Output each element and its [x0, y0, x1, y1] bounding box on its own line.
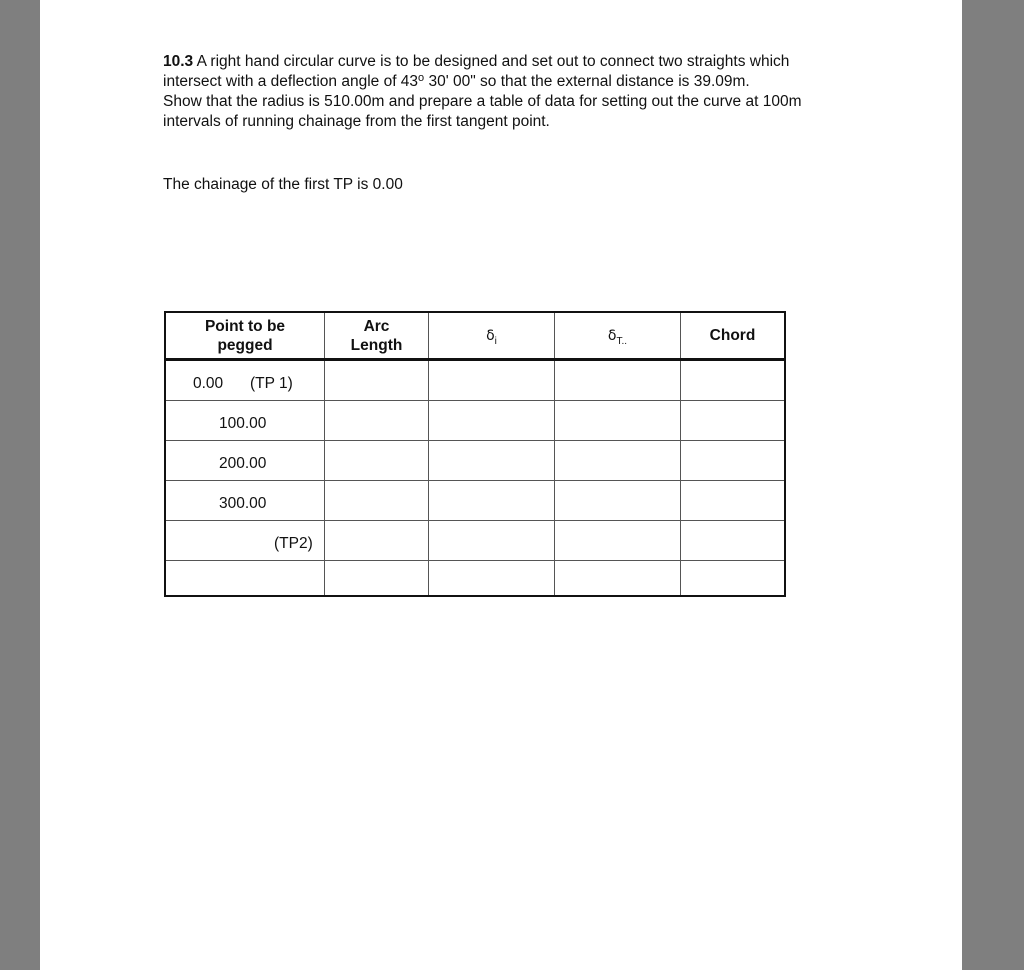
header-chord: Chord [681, 312, 786, 360]
table-header-row [165, 312, 785, 360]
question-number: 10.3 [163, 53, 194, 70]
point-cell [165, 521, 325, 561]
delta-t-cell [555, 561, 681, 597]
point-cell [165, 481, 325, 521]
table-row [165, 521, 785, 561]
chord-cell [681, 481, 786, 521]
delta-t-cell [555, 481, 681, 521]
arc-length-cell [325, 481, 429, 521]
table-row [165, 441, 785, 481]
header-point [165, 312, 325, 360]
arc-length-cell [325, 360, 429, 401]
header-point-line2: pegged [217, 336, 273, 354]
point-cell [165, 441, 325, 481]
header-delta-i [429, 312, 555, 360]
header-arc-length [325, 312, 429, 360]
degree-mark: o [418, 72, 425, 84]
delta-symbol: δ [607, 327, 617, 344]
question-text-part2: 30' 00" so that the external distance is 39.09m. [424, 73, 750, 90]
point-cell [165, 360, 325, 401]
table-row [165, 401, 785, 441]
header-delta-t [555, 312, 681, 360]
point-tag: (TP2) [274, 535, 313, 552]
chord-cell [681, 360, 786, 401]
delta-symbol: δ [486, 327, 495, 344]
point-value: 300.00 [219, 495, 267, 512]
delta-i-cell [429, 360, 555, 401]
delta-i-cell [429, 521, 555, 561]
question-paragraph [163, 52, 803, 92]
delta-t-subscript: T.. [616, 335, 628, 347]
delta-t-cell [555, 360, 681, 401]
point-tag: (TP 1) [250, 375, 293, 392]
chord-cell [681, 561, 786, 597]
table-row [165, 481, 785, 521]
header-point-line1: Point to be [204, 317, 286, 335]
delta-i-cell [429, 561, 555, 597]
point-value: 0.00 [193, 375, 224, 392]
question-text-part1: A right hand circular curve is to be designed and set out to connect two straights which intersect with a deflection angle of 43 [163, 53, 790, 90]
arc-length-cell [325, 401, 429, 441]
arc-length-cell [325, 521, 429, 561]
setting-out-table [164, 311, 786, 597]
delta-i-subscript: i [494, 335, 497, 347]
chord-cell [681, 441, 786, 481]
delta-i-cell [429, 441, 555, 481]
delta-i-cell [429, 481, 555, 521]
point-value: 100.00 [219, 415, 267, 432]
question-text [163, 52, 803, 132]
delta-t-cell [555, 521, 681, 561]
arc-length-cell [325, 561, 429, 597]
chord-cell [681, 401, 786, 441]
chord-cell [681, 521, 786, 561]
point-cell [165, 401, 325, 441]
delta-t-cell [555, 441, 681, 481]
document-page [40, 0, 962, 970]
header-arc-line1: Arc [363, 317, 390, 335]
table-row [165, 360, 785, 401]
header-arc-line2: Length [350, 336, 403, 354]
point-cell [165, 561, 325, 597]
arc-length-cell [325, 441, 429, 481]
delta-t-cell [555, 401, 681, 441]
chainage-note: The chainage of the first TP is 0.00 [163, 176, 403, 193]
table-row [165, 561, 785, 597]
delta-i-cell [429, 401, 555, 441]
question-paragraph-2: Show that the radius is 510.00m and prepare a table of data for setting out the curve at 100m intervals of running chainage from the first tangent point. [163, 93, 802, 130]
point-value: 200.00 [219, 455, 267, 472]
